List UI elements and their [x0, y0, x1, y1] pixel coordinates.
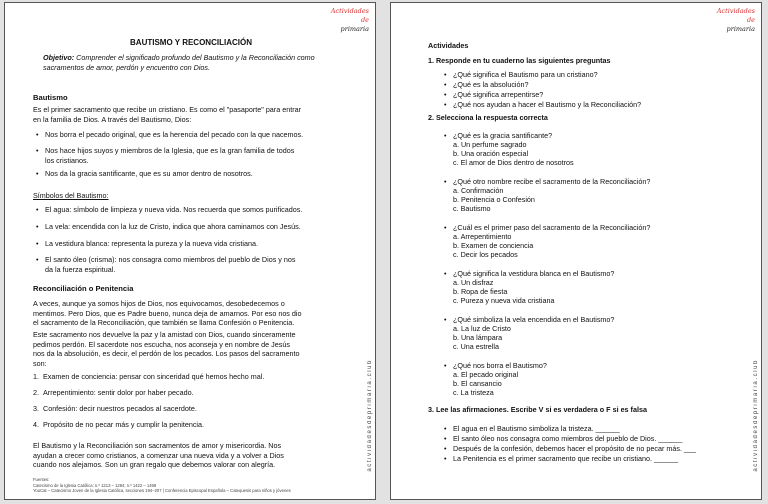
mc4-option-c: c. Pureza y nueva vida cristiana — [453, 296, 555, 305]
mc1-question: • ¿Qué es la gracia santificante? — [453, 131, 552, 140]
recon2c: nos da la absolución, es decir, el perdón de los pecados. Los pasos del sacramento — [33, 349, 300, 359]
fuentes — [33, 477, 363, 494]
brand-line1: Actividades de — [330, 7, 369, 24]
recon1a: A veces, aunque ya somos hijos de Dios, nos equivocamos, desobedecemos o — [33, 299, 285, 308]
mc1-option-a: a. Un perfume sagrado — [453, 140, 527, 149]
bautismo-bullet-2 — [45, 146, 294, 165]
mc6-option-c: c. La tristeza — [453, 388, 494, 397]
page-left — [4, 2, 376, 500]
mc5-option-a: a. La luz de Cristo — [453, 324, 511, 333]
activities-heading: Actividades — [428, 41, 469, 50]
simbolo-oleo — [45, 255, 295, 274]
mc4-option-b: b. Ropa de fiesta — [453, 287, 508, 296]
fuentes-label: Fuentes: — [33, 477, 50, 482]
simbolo-oleo-a: El santo óleo (crisma): nos consagra como miembros del pueblo de Dios y nos — [45, 255, 296, 264]
side-watermark-2: actividadesdeprimaria.club — [753, 359, 759, 472]
mc2-question: • ¿Qué otro nombre recibe el sacramento de la Reconciliación? — [453, 177, 650, 186]
side-watermark: actividadesdeprimaria.club — [367, 359, 373, 472]
recon-paragraph-1 — [33, 299, 302, 328]
s1-question-4: • ¿Qué nos ayudan a hacer el Bautismo y la Reconciliación? — [453, 100, 641, 109]
simbolo-agua: • El agua: símbolo de limpieza y nueva vida. Nos recuerda que somos purificados. — [45, 205, 302, 215]
final2: ayudan a crecer como cristianos, a comenzar una nueva vida y a volver a Dios — [33, 450, 284, 460]
mc5-option-c: c. Una estrella — [453, 342, 499, 351]
brand-line2-2: primaria — [726, 25, 755, 33]
final1: El Bautismo y la Reconciliación son sacramentos de amor y misericordia. Nos — [33, 441, 282, 450]
brand-line2: primaria — [340, 25, 369, 33]
simbolo-oleo-b: da la fuerza espiritual. — [45, 264, 116, 274]
s1-question-3: • ¿Qué significa arrepentirse? — [453, 90, 543, 99]
paso-3: 3. Confesión: decir nuestros pecados al sacerdote. — [33, 404, 197, 413]
mc3-question: • ¿Cuál es el primer paso del sacramento de la Reconciliación? — [453, 223, 650, 232]
brand-badge-2 — [713, 7, 755, 34]
objetivo — [43, 53, 353, 72]
mc6-option-a: a. El pecado original — [453, 370, 519, 379]
recon1b: mentimos. Pero Dios, que es Padre bueno, nunca deja de amarnos. Por eso nos dio — [33, 308, 302, 318]
mc3-option-a: a. Arrepentimiento — [453, 232, 512, 241]
bautismo-bullet-3: • Nos da la gracia santificante, que es su amor dentro de nosotros. — [45, 169, 253, 179]
mc1-option-c: c. El amor de Dios dentro de nosotros — [453, 158, 574, 167]
conclusion — [33, 441, 284, 470]
mc5-question: • ¿Qué simboliza la vela encendida en el Bautismo? — [453, 315, 614, 324]
recon-heading: Reconciliación o Penitencia — [33, 284, 134, 293]
brand-line1-2: Actividades de — [716, 7, 755, 24]
paso-2-text: Arrepentimiento: sentir dolor por haber pecado. — [43, 388, 194, 397]
mc2-option-c: c. Bautismo — [453, 204, 491, 213]
mc2-option-b: b. Penitencia o Confesión — [453, 195, 535, 204]
mc4-question: • ¿Qué significa la vestidura blanca en el Bautismo? — [453, 269, 614, 278]
page-title: BAUTISMO Y RECONCILIACIÓN — [130, 38, 252, 47]
section-2-heading: 2. Selecciona la respuesta correcta — [428, 113, 548, 122]
mc1-option-b: b. Una oración especial — [453, 149, 529, 158]
mc6-question: • ¿Qué nos borra el Bautismo? — [453, 361, 547, 370]
s1-question-1: • ¿Qué significa el Bautismo para un cristiano? — [453, 70, 598, 79]
mc4-option-a: a. Un disfraz — [453, 278, 494, 287]
simbolo-vela: • La vela: encendida con la luz de Cristo, indica que ahora caminamos con Jesús. — [45, 222, 301, 232]
simbolos-heading: Símbolos del Bautismo: — [33, 191, 109, 200]
mc3-option-b: b. Examen de conciencia — [453, 241, 534, 250]
mc3-option-c: c. Decir los pecados — [453, 250, 518, 259]
brand-badge — [327, 7, 369, 34]
fuente-2: YouCat – Catecismo Joven de la Iglesia Católica, secciones 194–207 | Conferencia Episcopal Española – Catequesis para niños y jóvenes — [33, 488, 291, 493]
paso-4: 4. Propósito de no pecar más y cumplir la penitencia. — [33, 420, 205, 429]
mc6-option-b: b. El cansancio — [453, 379, 502, 388]
paso-3-text: Confesión: decir nuestros pecados al sacerdote. — [43, 404, 197, 413]
objetivo-label: Objetivo: — [43, 53, 75, 62]
page-right — [390, 2, 762, 500]
recon1c: el sacramento de la Reconciliación, que también se llama Confesión o Penitencia. — [33, 318, 295, 328]
bautismo-intro-1: Es el primer sacramento que recibe un cristiano. Es como el "pasaporte" para entrar — [33, 105, 301, 114]
recon2b: pedimos perdón. El sacerdote nos escucha, nos aconseja y en nombre de Jesús — [33, 339, 290, 349]
final3: cuando nos alejamos. Son un gran regalo que debemos valorar con alegría. — [33, 460, 276, 470]
tf-1: • El agua en el Bautismo simboliza la tristeza. ______ — [453, 424, 620, 433]
objetivo-line2: sacramentos de amor, perdón y encuentro con Dios. — [43, 62, 210, 72]
recon2d: son: — [33, 358, 47, 368]
paso-4-text: Propósito de no pecar más y cumplir la penitencia. — [43, 420, 205, 429]
paso-2: 2. Arrepentimiento: sentir dolor por haber pecado. — [33, 388, 194, 397]
section-1-heading: 1. Responde en tu cuaderno las siguientes preguntas — [428, 56, 611, 65]
bautismo-bullet-2b: los cristianos. — [45, 155, 89, 165]
tf-2: • El santo óleo nos consagra como miembros del pueblo de Dios. ______ — [453, 434, 682, 443]
paso-1-text: Examen de conciencia: pensar con sinceridad qué hemos hecho mal. — [43, 372, 265, 381]
bautismo-bullet-1: • Nos borra el pecado original, que es la herencia del pecado con la que nacemos. — [45, 130, 303, 140]
mc5-option-b: b. Una lámpara — [453, 333, 503, 342]
simbolo-vestidura: • La vestidura blanca: representa la pureza y la nueva vida cristiana. — [45, 239, 258, 249]
s1-question-2: • ¿Qué es la absolución? — [453, 80, 529, 89]
recon2a: Este sacramento nos devuelve la paz y la amistad con Dios, cuando sinceramente — [33, 330, 296, 339]
bautismo-heading: Bautismo — [33, 93, 68, 102]
paso-1: 1. Examen de conciencia: pensar con sinceridad qué hemos hecho mal. — [33, 372, 265, 381]
fuente-1: Catecismo de la Iglesia Católica: n.º 1213 – 1284; n.º 1422 – 1498 — [33, 482, 157, 488]
bautismo-intro-2: en la familia de Dios. A través del Bautismo, Dios: — [33, 114, 192, 124]
bautismo-intro — [33, 105, 301, 124]
tf-4: • La Penitencia es el primer sacramento que recibe un cristiano. ______ — [453, 454, 678, 463]
mc2-option-a: a. Confirmación — [453, 186, 504, 195]
section-3-heading: 3. Lee las afirmaciones. Escribe V si es verdadera o F si es falsa — [428, 405, 647, 414]
tf-3: • Después de la confesión, debemos hacer el propósito de no pecar más. ___ — [453, 444, 696, 453]
bautismo-bullet-2a: Nos hace hijos suyos y miembros de la Iglesia, que es la gran familia de todos — [45, 146, 295, 155]
objetivo-line1: Comprender el significado profundo del Bautismo y la Reconciliación como — [76, 53, 315, 62]
recon-paragraph-2 — [33, 330, 300, 368]
